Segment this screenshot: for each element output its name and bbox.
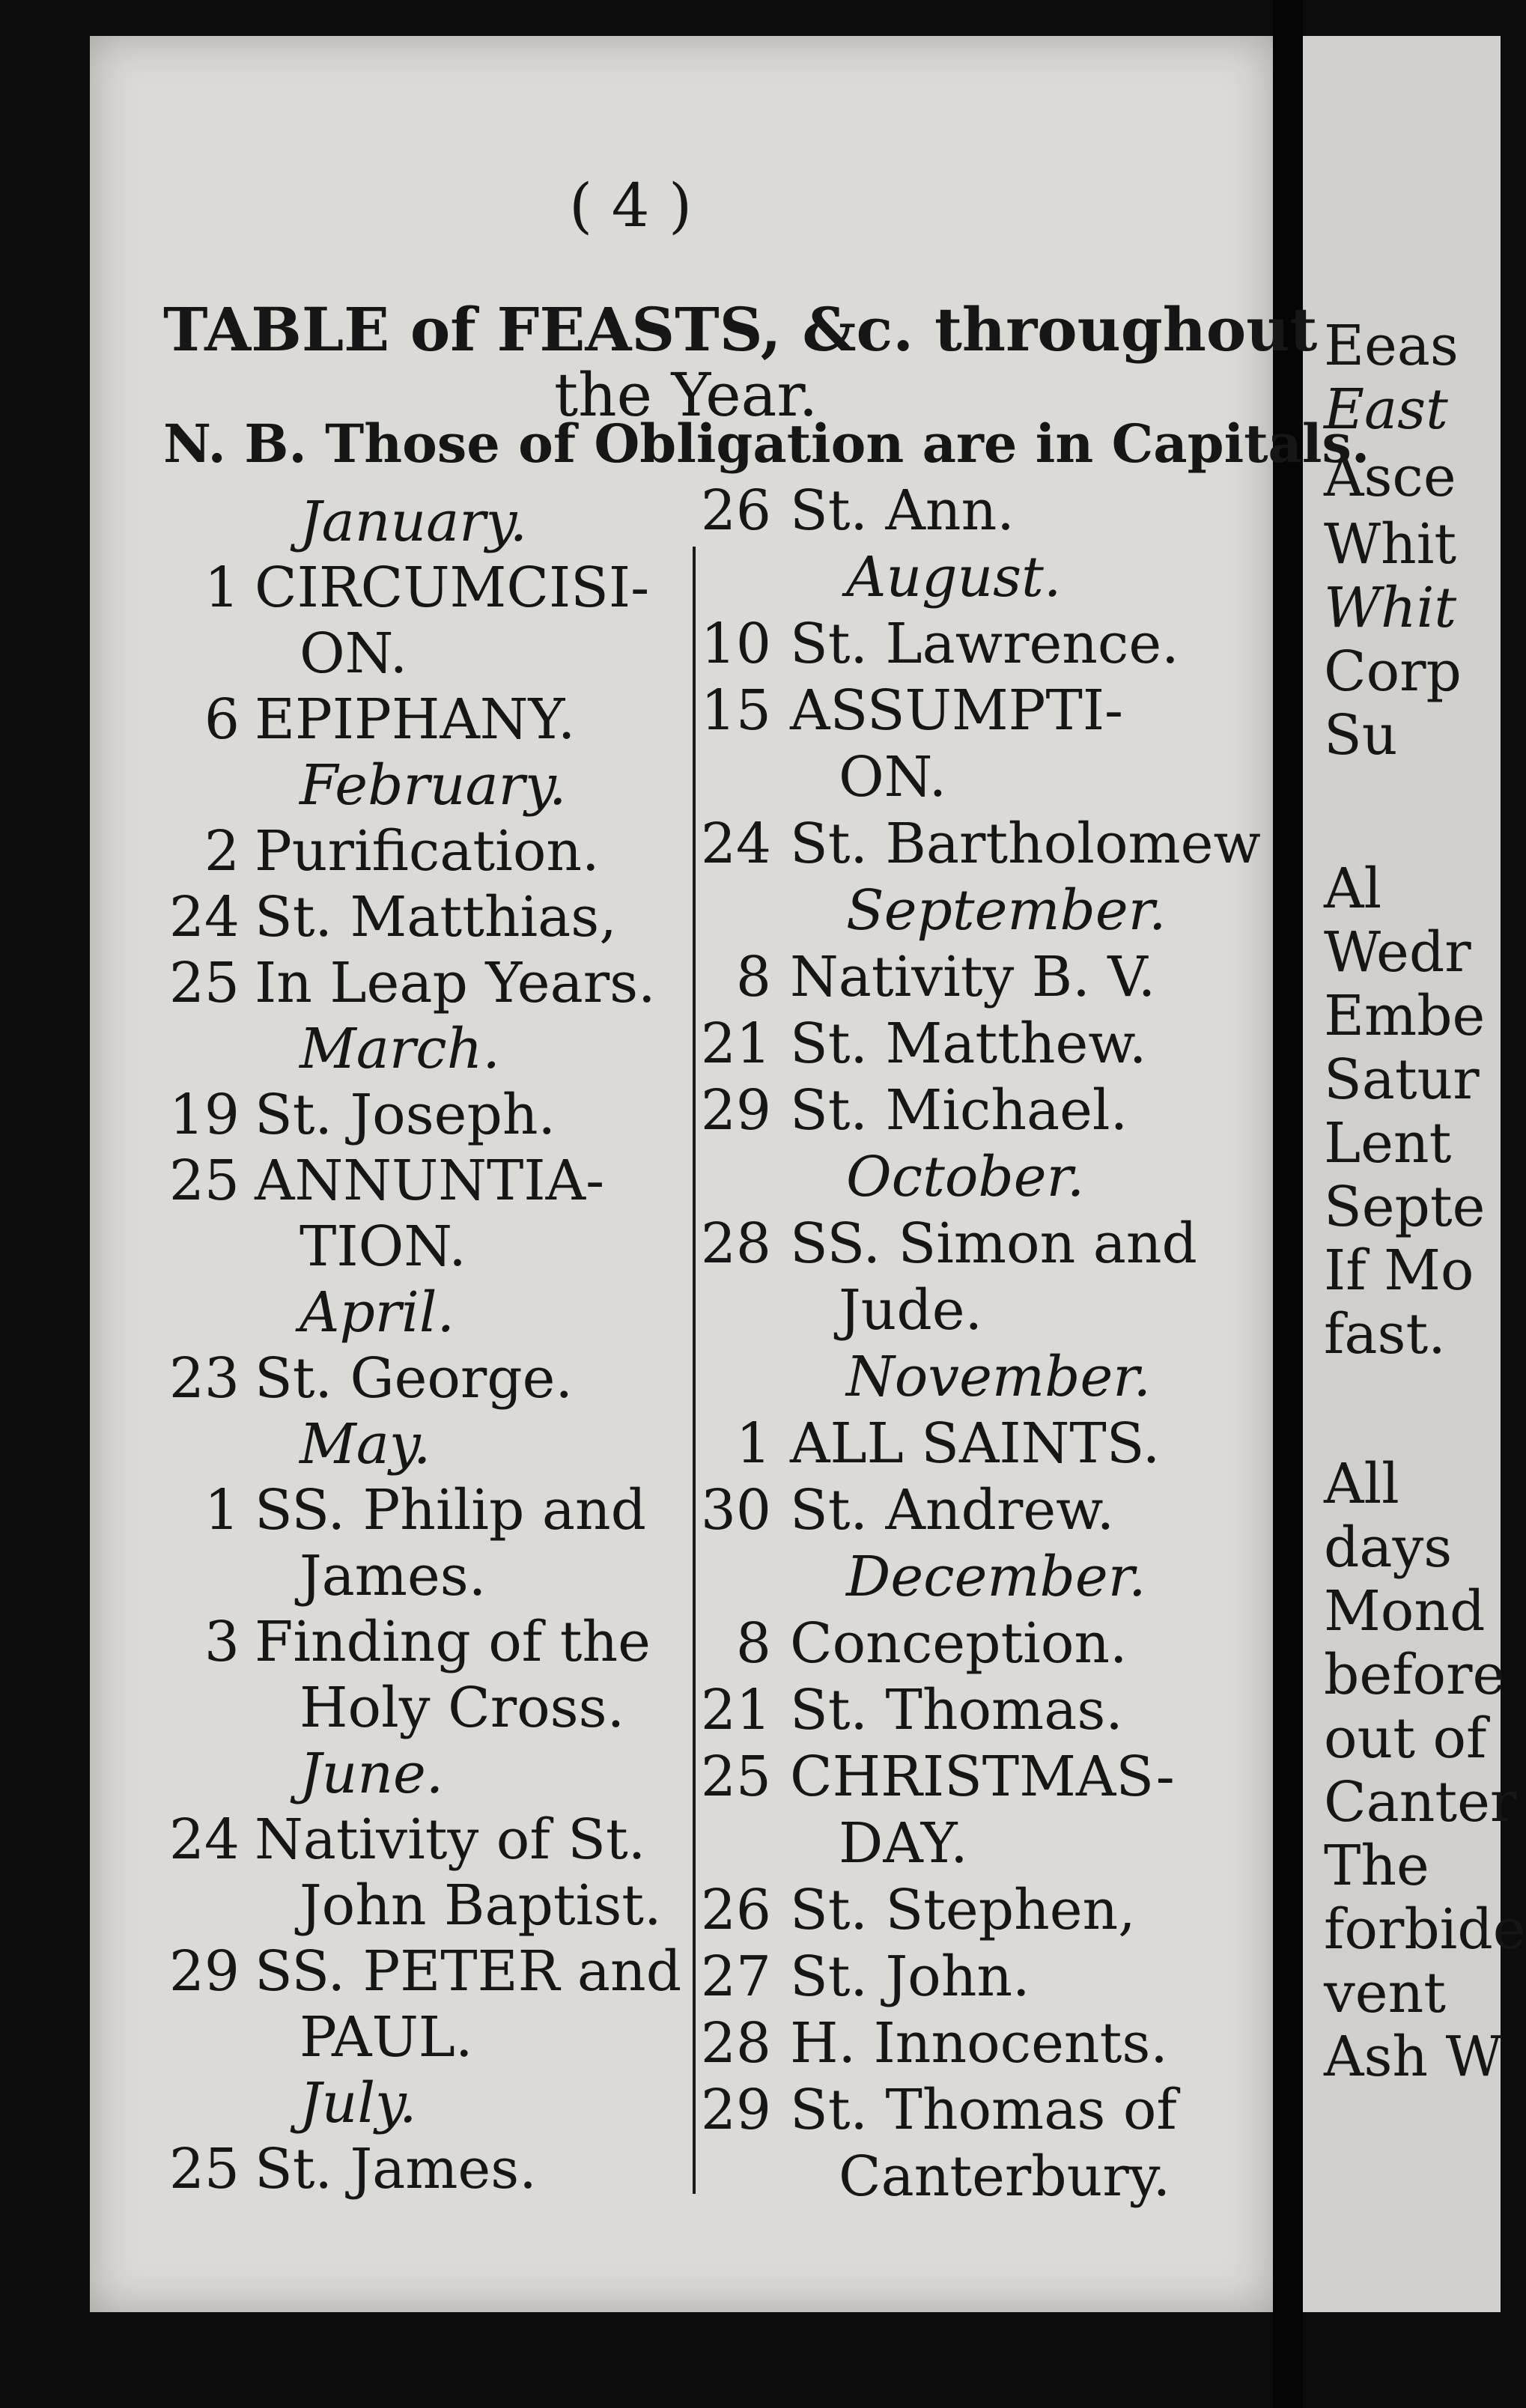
month-heading: June. <box>300 1742 444 1806</box>
obligation-note: N. B. Those of Obligation are in Capitals. <box>163 413 1370 475</box>
feast-day-number: 25 <box>168 1149 240 1213</box>
feast-name: Conception. <box>790 1611 1128 1676</box>
feast-day-number: 30 <box>700 1478 771 1542</box>
facing-page-fragment: If Mo <box>1324 1238 1474 1303</box>
feast-day-number: 3 <box>204 1610 240 1674</box>
page-number: ( 4 ) <box>569 171 693 240</box>
feast-name-continued: TION. <box>300 1214 466 1279</box>
month-heading: August. <box>846 545 1062 609</box>
month-heading: March. <box>300 1017 500 1081</box>
feast-name: St. Thomas. <box>790 1678 1123 1742</box>
feast-name: St. Matthew. <box>790 1012 1147 1076</box>
feast-name: St. John. <box>790 1945 1030 2009</box>
feast-day-number: 24 <box>168 885 240 949</box>
facing-page <box>1303 36 1526 2312</box>
feast-day-number: 25 <box>168 951 240 1015</box>
feast-name-continued: James. <box>300 1544 487 1608</box>
feast-name: St. George. <box>255 1346 573 1411</box>
month-heading: July. <box>300 2071 417 2135</box>
page-title: TABLE of FEASTS, &c. throughout <box>163 294 1318 365</box>
feast-name: Purification. <box>255 819 600 884</box>
feast-day-number: 1 <box>735 1411 771 1476</box>
facing-page-fragment: forbide <box>1324 1897 1526 1962</box>
feast-name: CHRISTMAS- <box>790 1745 1175 1809</box>
feast-day-number: 25 <box>700 1745 771 1809</box>
feast-day-number: 1 <box>204 1478 240 1542</box>
feast-day-number: 29 <box>168 1939 240 2004</box>
facing-page-fragment: East <box>1324 377 1448 442</box>
feast-day-number: 10 <box>700 612 771 676</box>
facing-page-fragment: Wedr <box>1324 920 1471 985</box>
feast-name: SS. PETER and <box>255 1939 682 2004</box>
feast-day-number: 6 <box>204 687 240 752</box>
feast-day-number: 25 <box>168 2137 240 2201</box>
feast-day-number: 28 <box>700 2011 771 2076</box>
facing-page-fragment: Whit <box>1324 576 1457 640</box>
feast-name-continued: ON. <box>300 621 408 686</box>
feast-day-number: 21 <box>700 1012 771 1076</box>
feast-name: St. Matthias, <box>255 885 617 949</box>
facing-page-fragment: Eeas <box>1324 314 1459 378</box>
feast-name: H. Innocents. <box>790 2011 1168 2076</box>
facing-page-fragment: Lent <box>1324 1111 1452 1176</box>
feast-name: In Leap Years. <box>255 951 656 1015</box>
feast-name-continued: Holy Cross. <box>300 1676 625 1740</box>
month-heading: January. <box>300 490 528 554</box>
feast-name-continued: Canterbury. <box>839 2144 1171 2209</box>
feast-name: St. Ann. <box>790 478 1015 543</box>
page-title-continued: the Year. <box>554 360 818 430</box>
column-divider <box>693 547 696 2194</box>
feast-day-number: 24 <box>700 812 771 876</box>
feast-name: EPIPHANY. <box>255 687 576 752</box>
feast-name: St. Bartholomew <box>790 812 1261 876</box>
facing-page-fragment: Embe <box>1324 984 1486 1048</box>
feast-day-number: 19 <box>168 1083 240 1147</box>
feast-day-number: 26 <box>700 478 771 543</box>
facing-page-fragment: The <box>1324 1834 1429 1898</box>
facing-page-fragment: Septe <box>1324 1175 1486 1239</box>
feast-day-number: 29 <box>700 2078 771 2142</box>
facing-page-fragment: Satur <box>1324 1048 1480 1112</box>
month-heading: September. <box>846 878 1167 943</box>
feast-name: St. Michael. <box>790 1078 1128 1143</box>
facing-page-fragment: Ash W <box>1324 2025 1503 2089</box>
feast-day-number: 1 <box>204 556 240 620</box>
feast-name: St. Thomas of <box>790 2078 1177 2142</box>
facing-page-fragment: Al <box>1324 857 1382 921</box>
feast-name: SS. Simon and <box>790 1211 1197 1276</box>
feast-name-continued: Jude. <box>839 1278 983 1343</box>
feast-name: St. James. <box>255 2137 537 2201</box>
feast-day-number: 23 <box>168 1346 240 1411</box>
feast-day-number: 15 <box>700 678 771 743</box>
feast-name: Nativity of St. <box>255 1807 646 1872</box>
feast-day-number: 27 <box>700 1945 771 2009</box>
feast-day-number: 8 <box>735 945 771 1009</box>
facing-page-fragment: days <box>1324 1515 1453 1580</box>
facing-page-fragment: Su <box>1324 703 1398 767</box>
feast-day-number: 26 <box>700 1878 771 1942</box>
feast-name: ASSUMPTI- <box>790 678 1124 743</box>
feast-name: Finding of the <box>255 1610 651 1674</box>
feast-day-number: 29 <box>700 1078 771 1143</box>
facing-page-fragment: Whit <box>1324 512 1457 577</box>
feast-name: Nativity B. V. <box>790 945 1156 1009</box>
facing-page-fragment: Corp <box>1324 639 1462 704</box>
facing-page-fragment: vent <box>1324 1961 1446 2025</box>
facing-page-fragment: Canter <box>1324 1770 1517 1834</box>
feast-day-number: 24 <box>168 1807 240 1872</box>
feast-day-number: 2 <box>204 819 240 884</box>
feast-name: St. Andrew. <box>790 1478 1115 1542</box>
facing-page-fragment: out of <box>1324 1706 1487 1771</box>
feast-name-continued: John Baptist. <box>300 1873 662 1938</box>
feast-name: ALL SAINTS. <box>790 1411 1161 1476</box>
feast-name: CIRCUMCISI- <box>255 556 650 620</box>
month-heading: November. <box>846 1345 1151 1409</box>
feast-name-continued: DAY. <box>839 1811 968 1876</box>
month-heading: May. <box>300 1412 431 1477</box>
feast-name: St. Stephen, <box>790 1878 1136 1942</box>
facing-page-fragment: Asce <box>1324 445 1456 509</box>
facing-page-fragment: All <box>1324 1452 1399 1516</box>
feast-name: St. Lawrence. <box>790 612 1179 676</box>
feast-day-number: 28 <box>700 1211 771 1276</box>
month-heading: April. <box>300 1280 455 1345</box>
month-heading: December. <box>846 1545 1146 1609</box>
feast-day-number: 8 <box>735 1611 771 1676</box>
facing-page-fragment: Mond <box>1324 1579 1486 1644</box>
feast-name: St. Joseph. <box>255 1083 556 1147</box>
feast-name-continued: ON. <box>839 745 947 809</box>
feast-day-number: 21 <box>700 1678 771 1742</box>
feast-name: SS. Philip and <box>255 1478 646 1542</box>
feast-name: ANNUNTIA- <box>255 1149 605 1213</box>
facing-page-fragment: fast. <box>1324 1302 1446 1366</box>
facing-page-fragment: before <box>1324 1643 1506 1707</box>
month-heading: October. <box>846 1145 1085 1209</box>
feast-name-continued: PAUL. <box>300 2005 473 2070</box>
month-heading: February. <box>300 753 567 818</box>
